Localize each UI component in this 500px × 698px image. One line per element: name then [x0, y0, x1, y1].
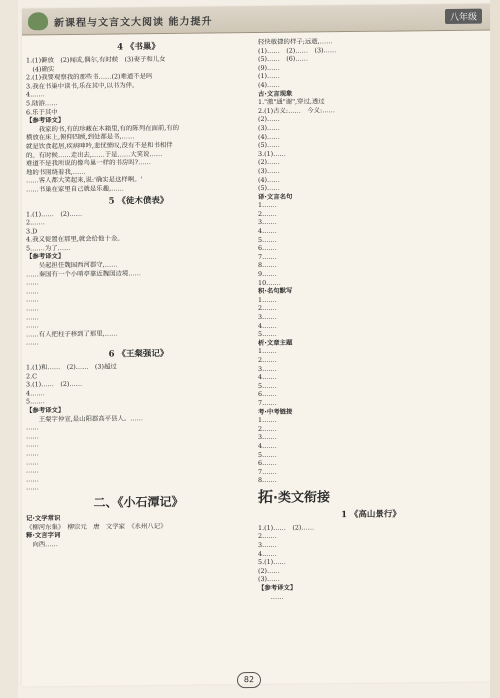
page-fold-shadow — [0, 0, 18, 698]
answer-line: 1.…… — [258, 295, 277, 304]
translation-line: …… — [26, 304, 39, 313]
answer-line: 4.…… — [26, 90, 45, 99]
translation-line: …… — [26, 474, 39, 484]
answer-line: 1.…… — [258, 415, 277, 425]
answer-line: (5)…… (6)…… — [258, 54, 309, 64]
answer-line: (4)…… — [258, 80, 280, 89]
answer-line: 1.(1)和…… (2)…… (3)超过 — [26, 362, 117, 372]
answer-line: 2.…… — [258, 304, 277, 313]
answer-line: (2)…… — [258, 158, 280, 167]
reference-translation-tag: 【参考译文】 — [26, 116, 65, 125]
answer-line: 6.…… — [258, 244, 277, 253]
answer-line: 4.…… — [258, 321, 277, 330]
literary-knowledge-tag: 记·文学常识 — [26, 513, 61, 523]
answer-line: 6.…… — [258, 458, 277, 468]
translation-line: …… — [26, 338, 39, 347]
section-title-shuchao: 4 《书巢》 — [117, 42, 160, 53]
answer-line: (9)…… — [258, 63, 280, 72]
answer-line: 2.…… — [258, 532, 277, 541]
answer-line: 6.…… — [258, 390, 277, 399]
answer-line: 轻快敏捷的样子;远逝,…… — [258, 37, 333, 46]
famous-sentence-translation-tag: 译·文言名句 — [258, 192, 293, 201]
answer-line: 2.…… — [258, 355, 277, 364]
answer-line: 4.我又徙置在那里,就会给他十金。 — [26, 234, 124, 244]
answer-line: 3.D — [26, 226, 38, 236]
translation-line: ……客人都大笑起来,说:'确实是这样啊。' — [26, 175, 143, 185]
translation-line: …… — [26, 440, 39, 449]
translation-line: ……书巢在家里自己就是乐趣,…… — [26, 184, 124, 194]
grade-badge: 八年级 — [445, 9, 482, 24]
answer-line: (3)…… — [258, 123, 280, 132]
answer-line: 6.乐于其中 — [26, 107, 58, 116]
translation-line: 难道不是我所说的像鸟巢一样的书房吗?…… — [26, 158, 151, 168]
answer-line: 1.(1)…… (2)…… — [26, 209, 83, 218]
translation-line: 吴起担任魏国西河郡守,…… — [26, 260, 118, 270]
translation-line: 就是饮食起居,疾病呻吟,悲忧愤叹,没有不是和书相伴 — [26, 140, 173, 151]
answer-line: 3.(1)…… — [258, 149, 286, 158]
answer-line: 4.…… — [258, 226, 277, 236]
translation-line: 地的书围绕着我,…… — [26, 167, 86, 177]
answer-line: 3.(1)…… (2)…… — [26, 380, 83, 389]
answer-line: 4.…… — [26, 388, 45, 398]
chapter-title-xiaoshitanji: 二、《小石潭记》 — [93, 494, 184, 510]
answer-line: 5.…… — [258, 235, 277, 244]
answer-line: (1)…… — [258, 72, 280, 81]
translation-line: 横放在床上,俯仰四顾,到处都是书,…… — [26, 132, 135, 142]
answer-line: 4.…… — [258, 372, 277, 382]
answer-line: 《柳河东集》 柳宗元 唐 文学家 《永州八记》 — [26, 521, 167, 531]
answer-line: 2.(1)我要观察我的那些书……(2)难道不是吗 — [26, 72, 153, 82]
answer-line: (2)…… — [258, 115, 280, 124]
answer-line: 2.…… — [258, 209, 277, 218]
translation-line: 我家的书,有的珍藏在木箱里,有的陈列在面前,有的 — [26, 123, 180, 134]
recitation-tag: 积·名句默写 — [258, 286, 293, 296]
extension-heading-label: ·类文衔接 — [273, 490, 330, 506]
translation-line: …… — [26, 278, 39, 287]
right-column — [258, 36, 484, 602]
answer-line: 7.…… — [258, 467, 277, 476]
answer-line: 10.…… — [258, 278, 281, 287]
translation-line: …… — [26, 432, 39, 441]
translation-line: …… — [26, 312, 39, 322]
translation-line: …… — [258, 592, 284, 601]
translation-line: …… — [26, 287, 39, 296]
answer-line: 7.…… — [258, 252, 277, 261]
answer-line: (4)确实 — [26, 64, 55, 74]
answer-line: 2.…… — [26, 218, 45, 227]
answer-line: 1."激"通"谢",穿过,透过 — [258, 97, 325, 107]
answer-line: (5)…… — [258, 140, 280, 150]
answer-line: (5)…… — [258, 183, 280, 193]
answer-line: 5.……为了…… — [26, 243, 71, 253]
reference-translation-tag: 【参考译文】 — [26, 252, 65, 261]
answer-line: 8.…… — [258, 261, 277, 270]
document-page — [22, 4, 490, 687]
answer-line: 2.(1)古义:…… 今义:…… — [258, 105, 335, 115]
answer-line: 3.…… — [258, 312, 277, 321]
answer-line: 3.…… — [258, 540, 277, 550]
exam-link-tag: 考·中考链接 — [258, 407, 293, 416]
translation-line: …… — [26, 423, 39, 432]
answer-line: 5.…… — [26, 397, 45, 406]
answer-line: 5.…… — [258, 450, 277, 459]
translation-line: …… — [26, 295, 39, 304]
answer-line: 2.…… — [258, 424, 277, 433]
answer-line: 1.…… — [258, 201, 277, 210]
translation-line: …… — [26, 449, 39, 458]
reference-translation-tag: 【参考译文】 — [258, 583, 297, 593]
extension-heading-char: 拓 — [258, 487, 274, 506]
answer-line: 5.…… — [258, 381, 277, 390]
translation-line: ……秦国有一个小哨亭靠近魏国边境…… — [26, 268, 142, 279]
next-page-edge — [490, 0, 500, 698]
answer-line: (4)…… — [258, 175, 280, 184]
answer-line: 1.(1)僻放 (2)闻或,偶尔,有时候 (3)妻子和儿女 — [26, 54, 166, 65]
translation-line: 的。有时候……走出去,……于是……大笑说…… — [26, 149, 163, 159]
word-explanation-tag: 释·文言字词 — [26, 531, 61, 540]
answer-line: 9.…… — [258, 269, 277, 279]
answer-line: 8.…… — [258, 476, 277, 485]
answer-line: 4.…… — [258, 549, 277, 558]
answer-line: 3.…… — [258, 364, 277, 373]
answer-line: 3.…… — [258, 218, 277, 227]
book-logo-icon — [28, 12, 48, 30]
page-number: 82 — [237, 672, 261, 688]
classical-phenomenon-tag: 古·文言现象 — [258, 89, 293, 98]
translation-line: …… — [26, 321, 39, 330]
translation-line: …… — [26, 457, 39, 466]
translation-line: ……有人把柱子移到了那里,…… — [26, 329, 118, 339]
section-title-wangcan: 6 《王粲强记》 — [108, 348, 169, 360]
section-title-xumu: 5 《徒木偾表》 — [108, 195, 169, 207]
answer-line: 5.(1)…… — [258, 557, 286, 567]
answer-line: (3)…… — [258, 166, 280, 175]
answer-line: 1.…… — [258, 347, 277, 356]
answer-line: 2.C — [26, 371, 37, 381]
translation-line: …… — [26, 483, 39, 492]
theme-analysis-tag: 析·文章主题 — [258, 338, 293, 347]
header-title: 新课程与文言文大阅读 能力提升 — [54, 15, 213, 29]
translation-line: 王粲字仲宣,是山阳郡高平县人。…… — [26, 413, 144, 423]
extension-heading — [258, 485, 484, 507]
reference-translation-tag: 【参考译文】 — [26, 405, 65, 415]
answer-line: 3.我在书巢中读书,乐在其中,以书为伴。 — [26, 81, 139, 91]
answer-line: (1)…… (2)…… (3)…… — [258, 45, 337, 55]
answer-line: 向西…… — [26, 539, 58, 549]
page-header — [22, 4, 490, 36]
answer-line: 1.(1)…… (2)…… — [258, 523, 315, 532]
translation-line: …… — [26, 466, 39, 475]
answer-line: (2)…… — [258, 566, 280, 575]
answer-line: 5.陆游…… — [26, 99, 58, 108]
answer-line: (3)…… — [258, 575, 280, 584]
answer-line: 5.…… — [258, 329, 277, 339]
answer-line: 4.…… — [258, 441, 277, 450]
left-column — [26, 38, 251, 549]
section-title-gaoshanjingxing: 1 《高山景行》 — [341, 509, 401, 520]
answer-line: 7.…… — [258, 398, 277, 407]
answer-line: (4)…… — [258, 132, 280, 141]
answer-line: 3.…… — [258, 433, 277, 442]
